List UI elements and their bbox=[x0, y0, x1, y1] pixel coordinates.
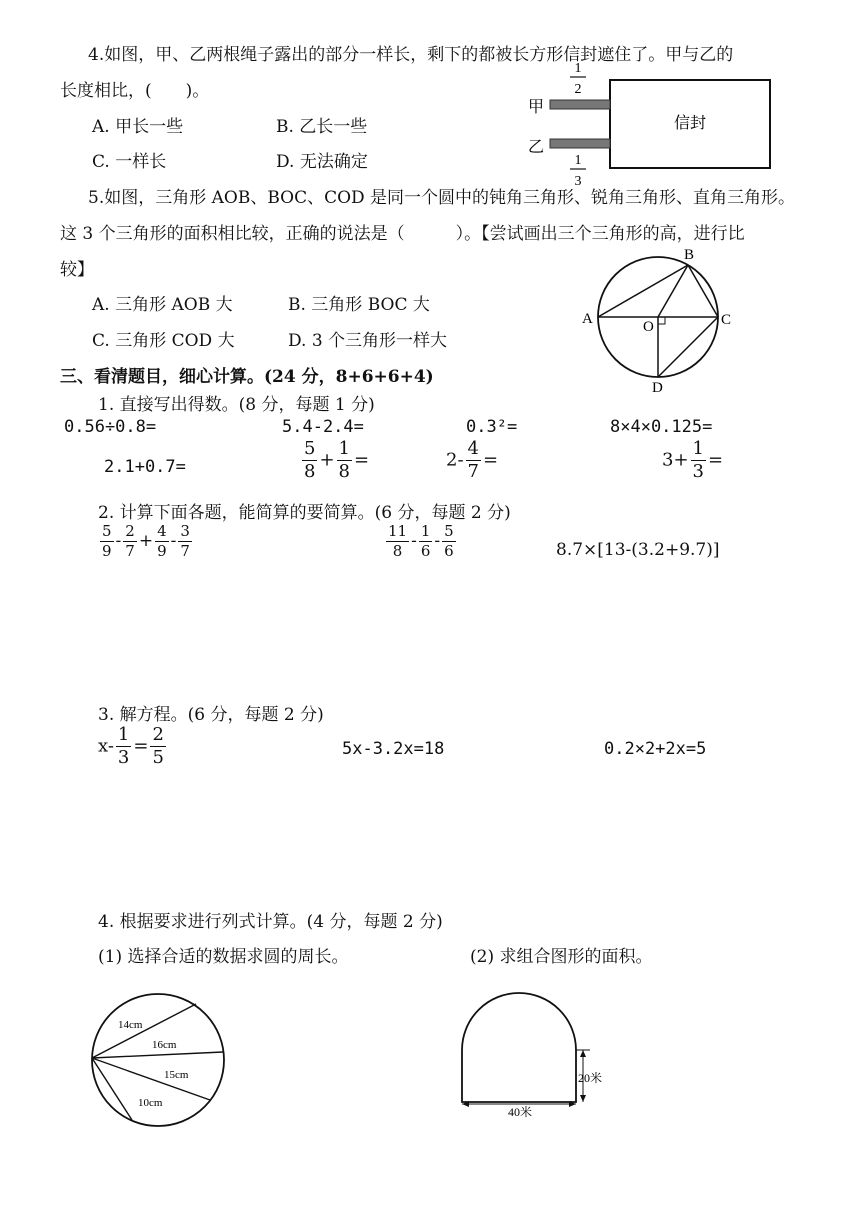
yi-label: 乙 bbox=[528, 139, 545, 156]
rope-jia bbox=[550, 100, 610, 109]
q5-option-c[interactable]: C. 三角形 COD 大 bbox=[92, 331, 235, 351]
p4-sub1: (1) 选择合适的数据求圆的周长。 bbox=[98, 947, 349, 967]
calc-3: 0.3²= bbox=[466, 417, 518, 437]
label-14cm: 14cm bbox=[118, 1019, 143, 1031]
point-b: B bbox=[684, 247, 695, 263]
jia-label: 甲 bbox=[528, 99, 545, 116]
calc-1: 0.56÷0.8= bbox=[64, 417, 157, 437]
point-o: O bbox=[643, 319, 654, 335]
calc-6: $\frac{5}{8}$ + $\frac{1}{8}$ = bbox=[304, 438, 370, 482]
rope-yi bbox=[550, 139, 610, 148]
q5-option-b[interactable]: B. 三角形 BOC 大 bbox=[288, 295, 430, 315]
equation-1: x- $\frac{1}{3}$ = $\frac{2}{5}$ bbox=[98, 724, 164, 768]
q5-stem: 5.如图，三角形 AOB、BOC、COD 是同一个圆中的钝角三角形、锐角三角形、直角三角形。 bbox=[88, 188, 796, 208]
point-d: D bbox=[652, 380, 663, 395]
expr-3: 8.7×[13-(3.2+9.7)] bbox=[556, 540, 720, 560]
envelope-label: 信封 bbox=[673, 115, 707, 132]
p4-sub2: (2) 求组合图形的面积。 bbox=[470, 947, 653, 967]
q4-option-b[interactable]: B. 乙长一些 bbox=[276, 117, 368, 137]
p4-title: 4. 根据要求进行列式计算。(4 分，每题 2 分) bbox=[98, 912, 443, 932]
equation-2: 5x-3.2x=18 bbox=[342, 739, 445, 759]
label-10cm: 10cm bbox=[138, 1097, 163, 1109]
q4-stem: 4.如图，甲、乙两根绳子露出的部分一样长，剩下的都被长方形信封遮住了。甲与乙的 bbox=[88, 45, 734, 65]
q4-option-d[interactable]: D. 无法确定 bbox=[276, 152, 368, 172]
p3-title: 3. 解方程。(6 分，每题 2 分) bbox=[98, 705, 324, 725]
section3-title: 三、看清题目，细心计算。(24 分，8+6+6+4) bbox=[60, 367, 434, 387]
equation-3: 0.2×2+2x=5 bbox=[604, 739, 707, 759]
q4-option-c[interactable]: C. 一样长 bbox=[92, 152, 167, 172]
expr-1: $\frac{5}{9}$ - $\frac{2}{7}$ + $\frac{4}{9}$ - $\frac{3}{7}$ bbox=[102, 522, 190, 560]
q4-stem-2: 长度相比，( )。 bbox=[60, 81, 210, 101]
label-16cm: 16cm bbox=[152, 1039, 177, 1051]
calc-5: 2.1+0.7= bbox=[104, 457, 186, 477]
calc-7: 2- $\frac{4}{7}$ = bbox=[446, 438, 499, 482]
calc-4: 8×4×0.125= bbox=[610, 417, 713, 437]
bot-frac-num: 1 bbox=[574, 153, 582, 168]
bot-frac-den: 3 bbox=[574, 174, 582, 189]
envelope-figure bbox=[520, 60, 780, 190]
arch-figure bbox=[450, 970, 620, 1120]
label-height: 20米 bbox=[578, 1071, 603, 1085]
label-width: 40米 bbox=[508, 1105, 533, 1119]
circle-triangles-figure bbox=[578, 245, 748, 395]
q4-option-a[interactable]: A. 甲长一些 bbox=[92, 117, 184, 137]
point-a: A bbox=[582, 311, 593, 327]
label-15cm: 15cm bbox=[164, 1069, 189, 1081]
top-frac-den: 2 bbox=[574, 82, 582, 97]
point-c: C bbox=[721, 312, 732, 328]
p2-title: 2. 计算下面各题，能简算的要简算。(6 分，每题 2 分) bbox=[98, 503, 511, 523]
q5-stem-2: 这 3 个三角形的面积相比较，正确的说法是（ ）。【尝试画出三个三角形的高，进行比 bbox=[60, 224, 745, 244]
calc-8: 3+ $\frac{1}{3}$ = bbox=[662, 438, 724, 482]
calc-2: 5.4-2.4= bbox=[282, 417, 364, 437]
q5-option-a[interactable]: A. 三角形 AOB 大 bbox=[92, 295, 233, 315]
q5-stem-3: 较】 bbox=[60, 260, 94, 280]
chords-circle-figure bbox=[86, 990, 236, 1135]
top-frac-num: 1 bbox=[574, 61, 582, 76]
q5-option-d[interactable]: D. 3 个三角形一样大 bbox=[288, 331, 448, 351]
p1-title: 1. 直接写出得数。(8 分，每题 1 分) bbox=[98, 395, 375, 415]
expr-2: $\frac{11}{8}$ - $\frac{1}{6}$ - $\frac{5}{6}$ bbox=[388, 522, 454, 560]
